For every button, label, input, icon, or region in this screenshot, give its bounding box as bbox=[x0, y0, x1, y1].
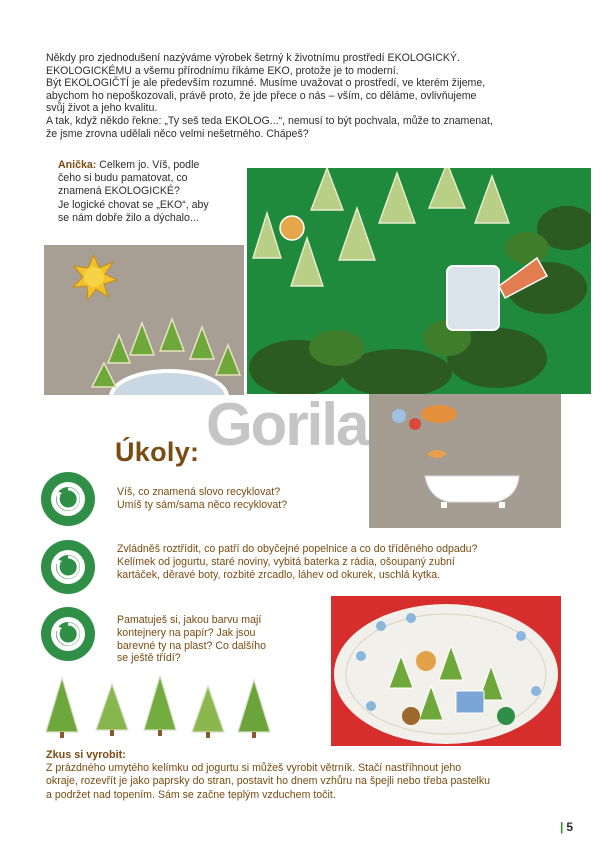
task-line: Kelímek od jogurtu, staré noviny, vybitá baterka z rádia, ošoupaný zubní bbox=[117, 555, 455, 568]
intro-text bbox=[46, 52, 566, 140]
eco-badge-icon bbox=[40, 606, 96, 662]
bathtub-illustration bbox=[369, 394, 561, 528]
page-number-value: 5 bbox=[566, 820, 573, 834]
recycle-badge-icon bbox=[40, 606, 96, 662]
dialog-line: se nám dobře žilo a dýchalo... bbox=[58, 211, 199, 224]
zkus-title: Zkus si vyrobit: bbox=[46, 749, 126, 761]
sun-trees-illustration bbox=[44, 245, 244, 395]
photo-plate-collage bbox=[331, 596, 561, 746]
intro-line: Být EKOLOGIČTÍ je ale především rozumné. Musíme uvažovat o prostředí, ve kterém žijeme, bbox=[46, 77, 486, 90]
recycle-badge-icon bbox=[40, 471, 96, 527]
forest-illustration bbox=[247, 168, 591, 394]
speaker-name: Anička: bbox=[58, 159, 97, 171]
tasks-heading: Úkoly: bbox=[115, 437, 200, 467]
task-3 bbox=[117, 614, 317, 665]
task-line: Pamatuješ si, jakou barvu mají bbox=[117, 614, 262, 626]
zkus-body bbox=[46, 762, 586, 802]
dialog-line: Je logické chovat se „EKO“, aby bbox=[58, 198, 209, 211]
eco-badge-icon bbox=[40, 539, 96, 595]
task-line: kontejnery na papír? Jak jsou bbox=[117, 626, 256, 639]
intro-line: abychom ho nepoškozovali, právě proto, že jde přece o nás – vším, co děláme, ovlivňujeme bbox=[46, 89, 477, 102]
intro-line: EKOLOGICKÉMU a všemu přírodnímu říkáme EKO, protože je to moderní. bbox=[46, 64, 399, 77]
intro-line: Někdy pro zjednodušení nazýváme výrobek šetrný k životnímu prostředí EKOLOGICKÝ. bbox=[46, 52, 460, 64]
zkus-line: a podržet nad topením. Sám se začne teplým vzduchem točit. bbox=[46, 788, 336, 801]
dialog-line: čeho si budu pamatovat, co bbox=[58, 172, 188, 185]
zkus-line: Z prázdného umytého kelímku od jogurtu si můžeš vyrobit větrník. Stačí nastříhnout jeho bbox=[46, 762, 462, 774]
recycle-badge-icon bbox=[40, 539, 96, 595]
task-line: se ještě třídí? bbox=[117, 652, 181, 665]
photo-sun-trees bbox=[44, 245, 244, 395]
task-line: Umíš ty sám/sama něco recyklovat? bbox=[117, 498, 288, 511]
dialog-line bbox=[58, 159, 246, 172]
eco-badge-icon bbox=[40, 471, 96, 527]
watermark: Gorila bbox=[206, 391, 368, 458]
photo-forest bbox=[247, 168, 591, 394]
plate-collage-illustration bbox=[331, 596, 561, 746]
intro-line: že jsme zrovna udělali něco velmi nešetrného. Chápeš? bbox=[46, 127, 309, 140]
zkus-line: okraje, rozevřít je jako paprsky do stran, postavit ho dnem vzhůru na špejli nebo třeba pastelku bbox=[46, 775, 491, 788]
page-number bbox=[560, 820, 573, 834]
task-line: barevné ty na plast? Co dalšího bbox=[117, 639, 266, 652]
photo-bathtub bbox=[369, 394, 561, 528]
task-2 bbox=[117, 543, 557, 581]
dialog-first: Celkem jo. Víš, podle bbox=[96, 159, 200, 171]
dialog-anicka bbox=[58, 159, 246, 225]
intro-line: svůj život a jeho kvalitu. bbox=[46, 102, 158, 115]
task-line: Zvládněš roztřídit, co patří do obyčejné popelnice a co do tříděného odpadu? bbox=[117, 543, 478, 555]
task-1 bbox=[117, 486, 357, 512]
dialog-line: znamená EKOLOGICKÉ? bbox=[58, 185, 180, 198]
task-line: Víš, co znamená slovo recyklovat? bbox=[117, 486, 281, 498]
page-number-bar: | bbox=[559, 820, 564, 834]
trees-illustration bbox=[40, 674, 275, 740]
tree-row bbox=[40, 674, 275, 740]
task-line: kartáček, děravé boty, rozbité zrcadlo, láhev od okurek, uschlá kytka. bbox=[117, 568, 441, 581]
intro-line: A tak, když někdo řekne: „Ty seš teda EKOLOG...“, nemusí to být pochvala, může to znamenat, bbox=[46, 114, 493, 127]
